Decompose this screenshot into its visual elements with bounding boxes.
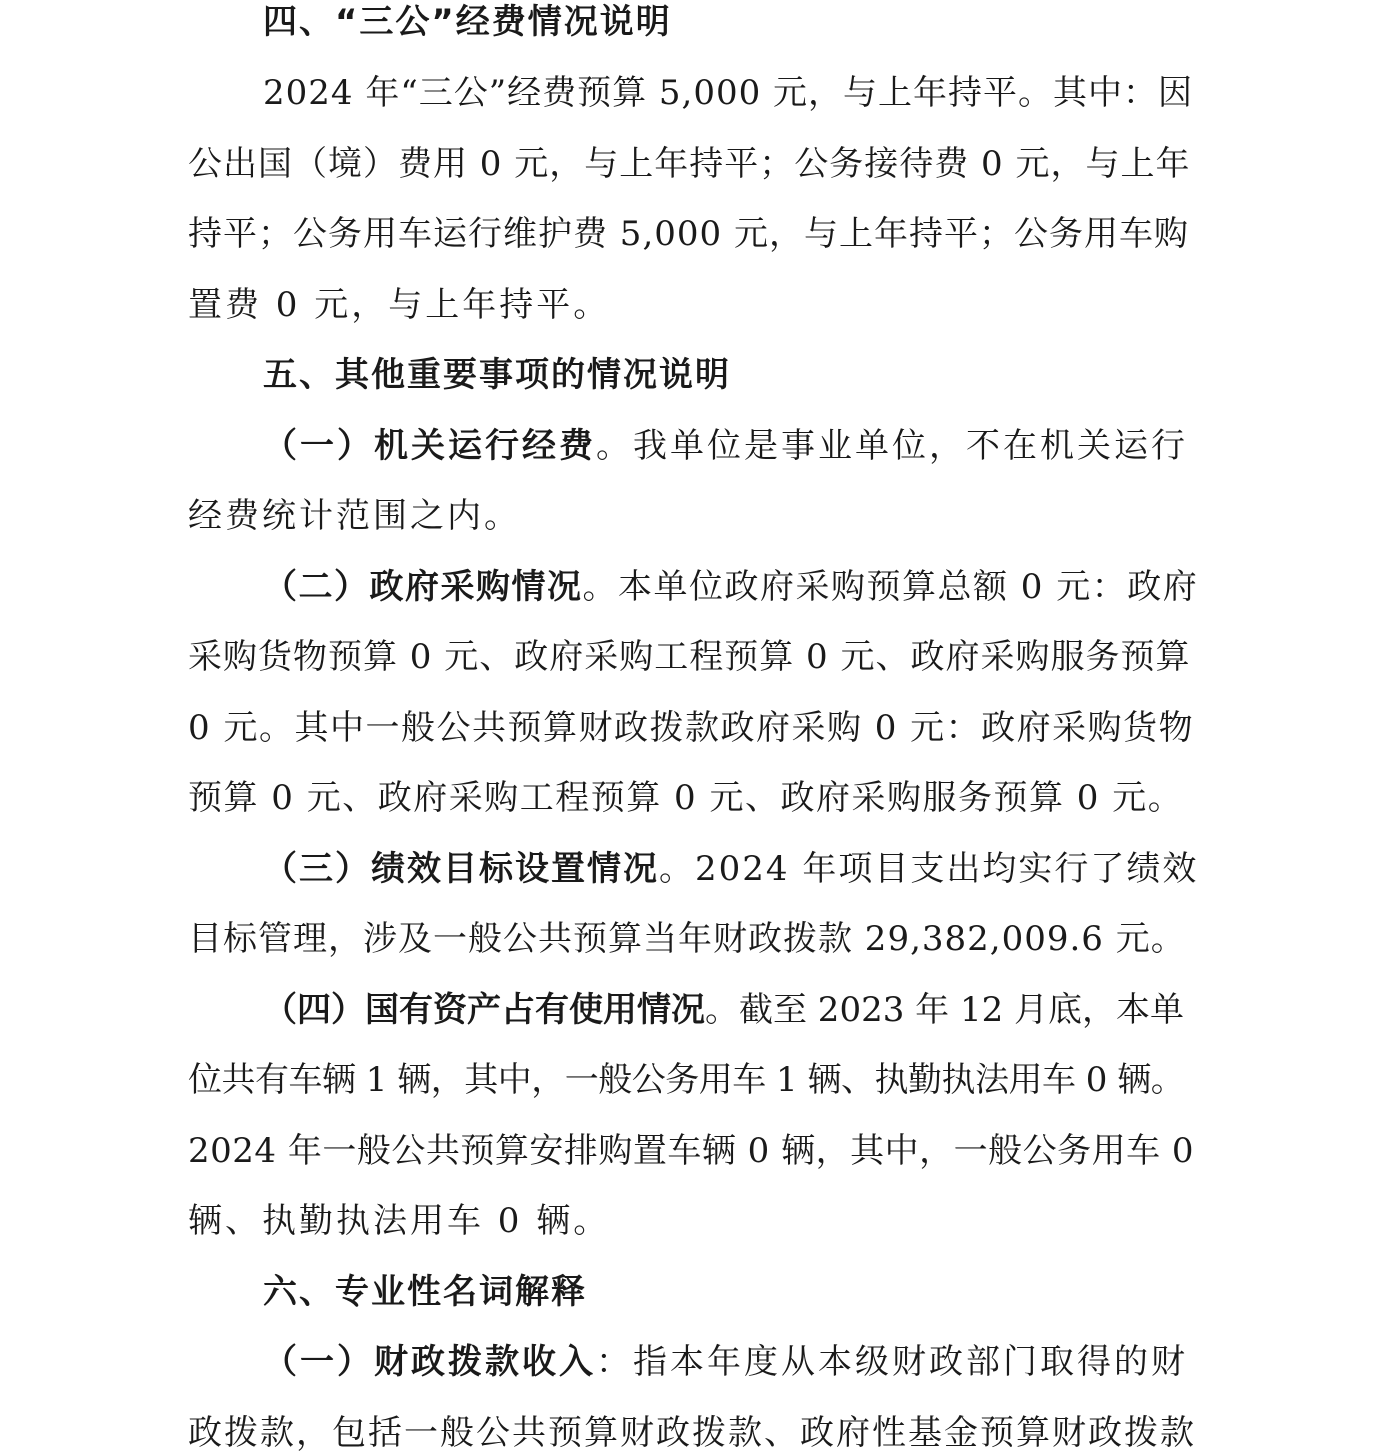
paragraph-line: 位共有车辆 1 辆，其中，一般公务用车 1 辆、执勤执法用车 0 辆。 xyxy=(188,1060,1185,1100)
paragraph-text: 。2024 年项目支出均实行了绩效 xyxy=(659,849,1199,889)
paragraph-line: 公出国（境）费用 0 元，与上年持平；公务接待费 0 元，与上年 xyxy=(188,144,1191,184)
section-heading-5: 五、其他重要事项的情况说明 xyxy=(263,355,731,395)
paragraph-text: 。本单位政府采购预算总额 0 元：政府 xyxy=(582,567,1199,607)
paragraph-line xyxy=(263,1342,1188,1382)
paragraph-line xyxy=(263,567,1198,607)
paragraph-text: ：指本年度从本级财政部门取得的财 xyxy=(596,1342,1188,1382)
paragraph-text: 。我单位是事业单位，不在机关运行 xyxy=(596,426,1188,466)
paragraph-line: 辆、执勤执法用车 0 辆。 xyxy=(188,1201,611,1241)
paragraph-line xyxy=(263,426,1188,466)
paragraph-line: 持平；公务用车运行维护费 5,000 元，与上年持平；公务用车购 xyxy=(188,214,1189,254)
paragraph-line: 2024 年一般公共预算安排购置车辆 0 辆，其中，一般公务用车 0 xyxy=(188,1131,1195,1171)
section-heading-6: 六、专业性名词解释 xyxy=(263,1272,587,1312)
subheading-fiscal-appropriation: （一）财政拨款收入 xyxy=(263,1342,596,1382)
section-heading-4: 四、“三公”经费情况说明 xyxy=(263,2,672,42)
subheading-operating-funds: （一）机关运行经费 xyxy=(263,426,596,466)
paragraph-line: 置费 0 元，与上年持平。 xyxy=(188,285,611,325)
paragraph-line: 2024 年“三公”经费预算 5,000 元，与上年持平。其中：因 xyxy=(263,73,1194,113)
paragraph-line: 采购货物预算 0 元、政府采购工程预算 0 元、政府采购服务预算 xyxy=(188,637,1191,677)
paragraph-line: 预算 0 元、政府采购工程预算 0 元、政府采购服务预算 0 元。 xyxy=(188,778,1184,818)
paragraph-line: 0 元。其中一般公共预算财政拨款政府采购 0 元：政府采购货物 xyxy=(188,708,1195,748)
subheading-performance-goals: （三）绩效目标设置情况 xyxy=(263,849,659,889)
paragraph-line: 经费统计范围之内。 xyxy=(188,496,521,536)
paragraph-line: 目标管理，涉及一般公共预算当年财政拨款 29,382,009.6 元。 xyxy=(188,919,1186,959)
subheading-state-assets: （四）国有资产占有使用情况 xyxy=(263,990,705,1030)
paragraph-line: 政拨款，包括一般公共预算财政拨款、政府性基金预算财政拨款 xyxy=(188,1413,1196,1453)
paragraph-line xyxy=(263,990,1184,1030)
paragraph-text: 。截至 2023 年 12 月底，本单 xyxy=(705,990,1185,1030)
paragraph-line xyxy=(263,849,1198,889)
subheading-procurement: （二）政府采购情况 xyxy=(263,567,583,607)
